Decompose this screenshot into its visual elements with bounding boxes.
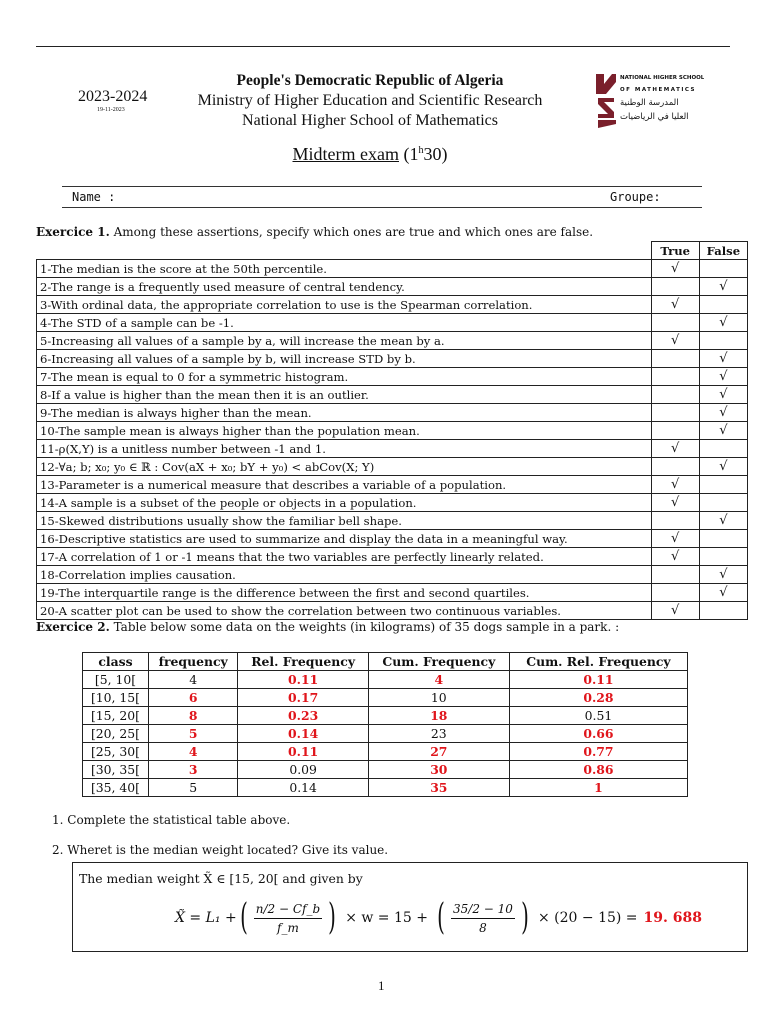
freq-cell: 6 [148,689,237,707]
table-row [37,314,748,332]
false-cell [699,278,747,296]
answer-lead: The median weight X̃ ∈ [15, 20[ and given by [79,871,363,886]
exercise1-instruction: Among these assertions, specify which ones are true and which ones are false. [113,225,594,239]
exercise1-heading [36,225,593,239]
name-label: Name : [72,190,116,204]
exercise2-heading [36,620,619,634]
false-cell [699,548,747,566]
table-row [83,707,688,725]
assertion-text: 12-∀a; b; x₀; y₀ ∈ ℝ : Cov(aX + x₀; bY + y₀) < abCov(X; Y) [37,458,652,476]
formula-tail: × (20 − 15) = [537,910,638,926]
table-row [37,260,748,278]
false-cell [699,386,747,404]
table-row [37,584,748,602]
true-cell [651,566,699,584]
false-cell [699,440,747,458]
true-cell [651,512,699,530]
true-cell [651,260,699,278]
checkmark-icon: √ [671,477,680,492]
exercise1-title: Exercice 1. [36,225,110,239]
table-row [37,602,748,620]
freq-cell: 0.23 [238,707,368,725]
true-cell [651,458,699,476]
false-cell [699,260,747,278]
freq-cell: [30, 35[ [83,761,149,779]
formula-times-w: × w = 15 + [345,910,428,926]
table-row [37,386,748,404]
true-cell [651,368,699,386]
fraction-2 [451,902,515,935]
fraction-2-den: 8 [479,920,487,935]
true-cell [651,440,699,458]
true-cell [651,584,699,602]
assertion-text: 15-Skewed distributions usually show the familiar bell shape. [37,512,652,530]
table-row [83,779,688,797]
freq-cell: 0.11 [238,671,368,689]
table-row [37,422,748,440]
table-row [37,530,748,548]
false-cell [699,566,747,584]
true-false-table [36,241,748,620]
false-cell [699,458,747,476]
student-info-row [72,190,692,204]
false-cell [699,350,747,368]
freq-cell: 0.17 [238,689,368,707]
table-row [83,689,688,707]
checkmark-icon: √ [671,603,680,618]
assertion-text: 4-The STD of a sample can be -1. [37,314,652,332]
ministry-heading: Ministry of Higher Education and Scientific Research [197,92,543,109]
assertion-text: 20-A scatter plot can be used to show the correlation between two continuous variables. [37,602,652,620]
false-cell [699,404,747,422]
col-true: True [651,242,699,260]
checkmark-icon: √ [671,495,680,510]
table-row [83,743,688,761]
true-cell [651,386,699,404]
assertion-text: 17-A correlation of 1 or -1 means that the two variables are perfectly linearly related. [37,548,652,566]
exam-title [160,144,580,165]
fraction-2-num: 35/2 − 10 [451,902,515,919]
checkmark-icon: √ [719,405,728,420]
assertion-text: 6-Increasing all values of a sample by b, will increase STD by b. [37,350,652,368]
true-cell [651,332,699,350]
school-logo [594,72,704,130]
freq-col-header: Cum. Rel. Frequency [509,653,687,671]
checkmark-icon: √ [719,387,728,402]
freq-cell: 0.77 [509,743,687,761]
false-cell [699,530,747,548]
answer-box [72,862,748,952]
median-formula [175,891,702,945]
true-cell [651,278,699,296]
true-cell [651,422,699,440]
exam-title-text: Midterm exam [292,144,399,164]
assertion-text: 16-Descriptive statistics are used to summarize and display the data in a meaningful way. [37,530,652,548]
freq-cell: 0.28 [509,689,687,707]
formula-lhs: X̃ = L₁ + [175,910,237,926]
checkmark-icon: √ [671,441,680,456]
freq-cell: [10, 15[ [83,689,149,707]
true-cell [651,476,699,494]
true-cell [651,296,699,314]
median-result: 19. 688 [643,910,702,926]
false-cell [699,296,747,314]
checkmark-icon: √ [719,315,728,330]
false-cell [699,512,747,530]
checkmark-icon: √ [719,279,728,294]
table-row [37,512,748,530]
svg-text:المدرسة الوطنية: المدرسة الوطنية [620,98,679,108]
table-row [37,404,748,422]
freq-cell: [5, 10[ [83,671,149,689]
fraction-1-den: f_m [277,920,299,935]
exercise2-instruction: Table below some data on the weights (in kilograms) of 35 dogs sample in a park. : [113,620,620,634]
question-2: 2. Wheret is the median weight located? Give its value. [52,843,389,857]
assertion-text: 14-A sample is a subset of the people or objects in a population. [37,494,652,512]
freq-cell: 4 [148,671,237,689]
table-row [83,761,688,779]
freq-cell: 10 [368,689,509,707]
freq-cell: 0.66 [509,725,687,743]
assertion-text: 3-With ordinal data, the appropriate correlation to use is the Spearman correlation. [37,296,652,314]
false-cell [699,584,747,602]
assertion-text: 8-If a value is higher than the mean then it is an outlier. [37,386,652,404]
svg-text:العليا في الرياضيات: العليا في الرياضيات [620,112,689,122]
false-cell [699,602,747,620]
paren-close-1: ) [328,897,337,938]
fraction-1 [254,902,322,935]
freq-cell: 27 [368,743,509,761]
assertion-text: 2-The range is a frequently used measure of central tendency. [37,278,652,296]
frequency-table [82,652,688,797]
freq-cell: 5 [148,725,237,743]
true-cell [651,602,699,620]
table-row [37,458,748,476]
table-row [37,296,748,314]
freq-col-header: Cum. Frequency [368,653,509,671]
table-corner [37,242,652,260]
assertion-text: 1-The median is the score at the 50th percentile. [37,260,652,278]
svg-text:NATIONAL HIGHER SCHOOL: NATIONAL HIGHER SCHOOL [620,75,704,81]
svg-text:OF MATHEMATICS: OF MATHEMATICS [620,87,696,93]
freq-cell: 30 [368,761,509,779]
checkmark-icon: √ [719,369,728,384]
true-cell [651,314,699,332]
true-cell [651,404,699,422]
false-cell [699,494,747,512]
false-cell [699,368,747,386]
freq-cell: 8 [148,707,237,725]
assertion-text: 5-Increasing all values of a sample by a, will increase the mean by a. [37,332,652,350]
freq-cell: 3 [148,761,237,779]
fraction-1-num: n/2 − Cf_b [254,902,322,919]
checkmark-icon: √ [719,351,728,366]
assertion-text: 19-The interquartile range is the difference between the first and second quartiles. [37,584,652,602]
freq-cell: [15, 20[ [83,707,149,725]
table-row [37,494,748,512]
name-bottom-rule [62,207,702,208]
table-row [37,476,748,494]
freq-col-header: frequency [148,653,237,671]
assertion-text: 11-ρ(X,Y) is a unitless number between -1 and 1. [37,440,652,458]
freq-cell: 18 [368,707,509,725]
freq-cell: 0.14 [238,725,368,743]
exercise2-title: Exercice 2. [36,620,110,634]
top-rule [36,46,730,47]
freq-cell: 35 [368,779,509,797]
checkmark-icon: √ [719,459,728,474]
assertion-text: 7-The mean is equal to 0 for a symmetric histogram. [37,368,652,386]
paren-open-2: ( [437,897,445,938]
exam-date: 19-11-2023 [97,107,125,113]
checkmark-icon: √ [671,549,680,564]
assertion-text: 10-The sample mean is always higher than the population mean. [37,422,652,440]
freq-cell: [20, 25[ [83,725,149,743]
true-cell [651,530,699,548]
question-1: 1. Complete the statistical table above. [52,813,291,827]
freq-cell: 0.86 [509,761,687,779]
table-row [37,440,748,458]
freq-cell: 1 [509,779,687,797]
freq-cell: 0.09 [238,761,368,779]
checkmark-icon: √ [671,531,680,546]
paren-close-2: ) [521,897,529,938]
freq-cell: 5 [148,779,237,797]
checkmark-icon: √ [671,297,680,312]
checkmark-icon: √ [671,261,680,276]
true-cell [651,494,699,512]
freq-cell: 0.11 [238,743,368,761]
name-top-rule [62,186,702,187]
assertion-text: 13-Parameter is a numerical measure that describes a variable of a population. [37,476,652,494]
country-heading: People's Democratic Republic of Algeria [236,72,504,89]
freq-cell: 0.14 [238,779,368,797]
table-row [37,350,748,368]
logo-mark-icon [594,72,704,130]
false-cell [699,332,747,350]
table-row [37,368,748,386]
false-cell [699,476,747,494]
freq-col-header: Rel. Frequency [238,653,368,671]
assertion-text: 9-The median is always higher than the mean. [37,404,652,422]
true-cell [651,548,699,566]
checkmark-icon: √ [719,513,728,528]
freq-cell: 4 [368,671,509,689]
checkmark-icon: √ [671,333,680,348]
table-row [37,548,748,566]
page-number: 1 [378,978,385,993]
paren-open-1: ( [239,897,248,938]
exam-duration: (1$^h$30) [403,144,448,164]
freq-col-header: class [83,653,149,671]
false-cell [699,422,747,440]
table-row [83,671,688,689]
checkmark-icon: √ [719,423,728,438]
freq-cell: 4 [148,743,237,761]
table-row [83,725,688,743]
table-row [37,566,748,584]
assertion-text: 18-Correlation implies causation. [37,566,652,584]
checkmark-icon: √ [719,567,728,582]
table-row [37,278,748,296]
true-cell [651,350,699,368]
table-row [37,332,748,350]
freq-cell: 23 [368,725,509,743]
false-cell [699,314,747,332]
freq-cell: 0.51 [509,707,687,725]
freq-cell: 0.11 [509,671,687,689]
freq-cell: [35, 40[ [83,779,149,797]
freq-cell: [25, 30[ [83,743,149,761]
school-heading: National Higher School of Mathematics [242,112,498,129]
group-label: Groupe: [610,190,661,204]
col-false: False [699,242,747,260]
checkmark-icon: √ [719,585,728,600]
academic-year: 2023-2024 [78,88,148,105]
